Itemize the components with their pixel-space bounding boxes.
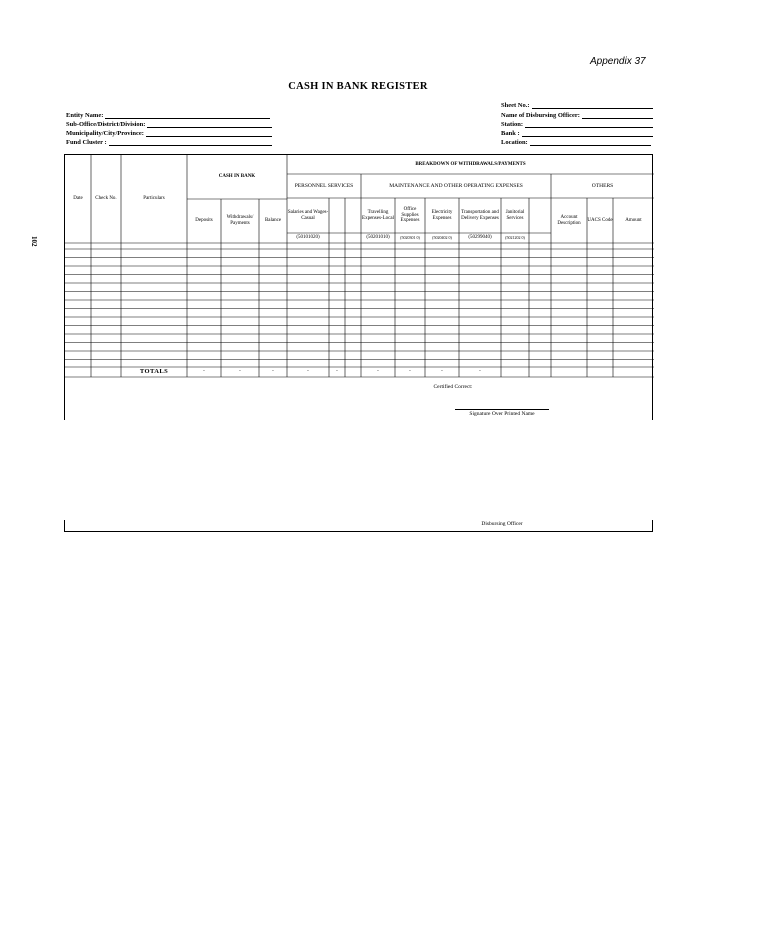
col-balance: Balance bbox=[264, 218, 282, 224]
col-office-supplies: Office Supplies Expenses bbox=[400, 206, 420, 224]
total-travelling: - bbox=[377, 369, 379, 375]
disbursing-officer-label: Disbursing Officer bbox=[481, 521, 523, 527]
total-salaries: - bbox=[307, 369, 309, 375]
col-janitorial: Janitorial Services bbox=[505, 209, 525, 221]
others-header: OTHERS bbox=[591, 182, 614, 189]
col-electricity: Electricity Expenses bbox=[431, 209, 453, 221]
col-salaries: Salaries and Wages-Casual bbox=[287, 209, 329, 221]
bank-field: Bank : bbox=[501, 130, 653, 137]
cash-in-bank-header: CASH IN BANK bbox=[218, 174, 256, 180]
page-title: CASH IN BANK REGISTER bbox=[288, 81, 428, 92]
personnel-services-header: PERSONNEL SERVICES bbox=[294, 182, 354, 189]
total-transportation: - bbox=[479, 369, 481, 375]
col-account-description: Account Description bbox=[557, 214, 581, 226]
total-office-supplies: - bbox=[409, 369, 411, 375]
mooe-header: MAINTENANCE AND OTHER OPERATING EXPENSES bbox=[389, 182, 523, 189]
sub-office-field: Sub-Office/District/Division: bbox=[66, 121, 272, 128]
code-janitorial: (5021202 0) bbox=[505, 234, 525, 240]
register-table bbox=[64, 154, 653, 420]
sheet-no-field: Sheet No.: bbox=[501, 102, 653, 109]
code-travelling: (50201010) bbox=[366, 235, 390, 241]
entity-name-field: Entity Name: bbox=[66, 112, 270, 119]
col-withdrawals: Withdrawals/ Payments bbox=[226, 215, 254, 226]
appendix-label: Appendix 37 bbox=[590, 56, 646, 67]
col-amount: Amount bbox=[625, 217, 642, 223]
col-particulars: Particulars bbox=[143, 196, 165, 202]
code-electricity: (5020402 0) bbox=[432, 234, 452, 240]
total-deposits: - bbox=[203, 369, 205, 375]
location-field: Location: bbox=[501, 139, 651, 146]
col-transportation: Transportation and Delivery Expenses bbox=[461, 209, 499, 221]
col-uacs-code: UACS Code bbox=[587, 217, 613, 223]
bottom-border bbox=[64, 520, 653, 532]
disbursing-officer-field: Name of Disbursing Officer: bbox=[501, 112, 653, 119]
station-field: Station: bbox=[501, 121, 653, 128]
col-travelling: Travelling Expenses-Local bbox=[362, 209, 394, 221]
page-number: 102 bbox=[30, 236, 38, 247]
certified-correct-label: Certified Correct: bbox=[433, 384, 473, 390]
total-electricity: - bbox=[441, 369, 443, 375]
total-ps-extra: - bbox=[336, 369, 338, 375]
col-check-no: Check No. bbox=[95, 196, 117, 202]
fund-cluster-field: Fund Cluster : bbox=[66, 139, 272, 146]
total-withdrawals: - bbox=[239, 369, 241, 375]
code-salaries: (50101020) bbox=[296, 235, 320, 241]
col-date: Date bbox=[73, 196, 83, 202]
municipality-field: Municipality/City/Province: bbox=[66, 130, 272, 137]
signature-label: Signature Over Printed Name bbox=[469, 411, 535, 417]
total-balance: - bbox=[272, 369, 274, 375]
col-deposits: Deposits bbox=[195, 218, 213, 224]
breakdown-header: BREAKDOWN OF WITHDRAWALS/PAYMENTS bbox=[415, 161, 526, 167]
code-transportation: (50299040) bbox=[468, 235, 492, 241]
totals-label: TOTALS bbox=[139, 368, 169, 376]
code-office-supplies: (5020301 0) bbox=[400, 234, 420, 240]
signature-line bbox=[455, 409, 549, 410]
